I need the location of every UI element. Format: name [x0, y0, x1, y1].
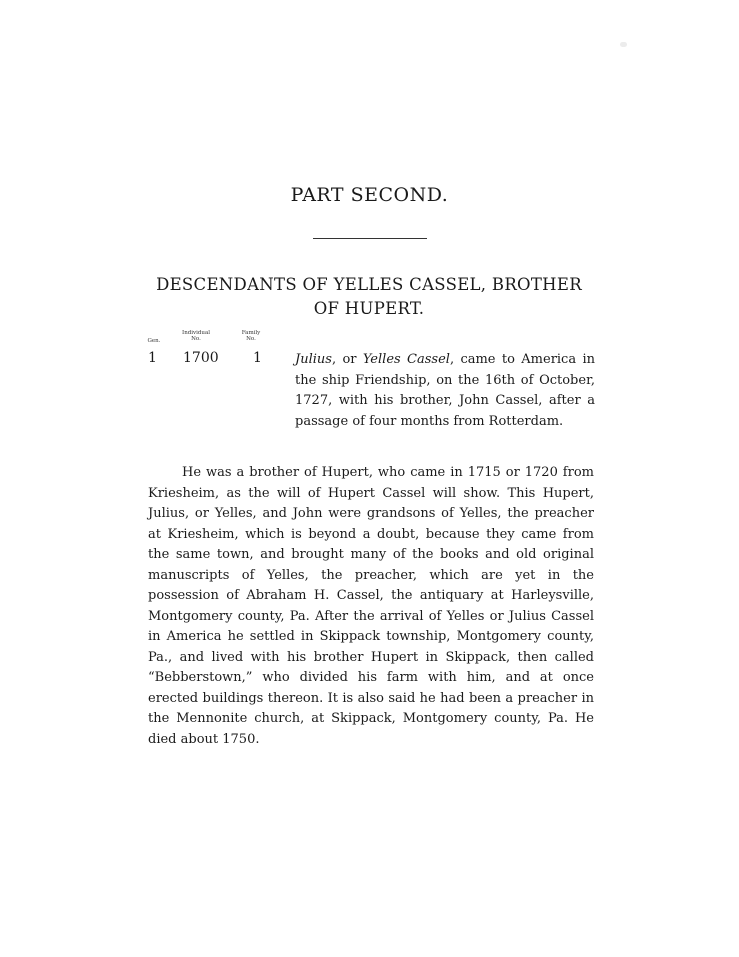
header-family-no: Family No.: [241, 330, 261, 342]
entry-name-julius: Julius: [295, 352, 332, 367]
entry-individual-no: 1700: [183, 350, 219, 366]
entry-name-yelles: Yelles Cassel: [362, 352, 450, 367]
entry-generation: 1: [148, 350, 157, 366]
scan-speck: [620, 42, 627, 47]
entry-family-no: 1: [253, 350, 262, 366]
body-paragraph: He was a brother of Hupert, who came in 1715 or 1720 from Kriesheim, as the will of Hupert Cassel will show. This Hupert, Julius, or Yelles, and John were grandsons of Yelles, the preacher at Kriesheim, which is beyond a doubt, because they came from the same town, and brought many of the books and old original manuscripts of Yelles, the preacher, which are yet in the possession of Abraham H. Cassel, the antiquary at Harleysville, Montgomery county, Pa. After the arrival of Yelles or Julius Cassel in America he settled in Skippack township, Montgomery county, Pa., and lived with his brother Hupert in Skippack, then called “Bebberstown,” who divided his farm with him, and at once erected buildings thereon. It is also said he had been a preacher in the Mennonite church, at Skippack, Montgomery county, Pa. He died about 1750.: [148, 465, 594, 747]
section-title: DESCENDANTS OF YELLES CASSEL, BROTHER OF HUPERT.: [156, 275, 582, 318]
header-generation: Gen.: [147, 338, 161, 344]
entry-connector: , or: [331, 352, 363, 367]
entry-text: [295, 350, 595, 432]
entry-description: , came to America in the ship Friendship, on the 16th of October, 1727, with his brother, John Cassel, after a passage of four months from Rotterdam.: [295, 352, 595, 429]
header-individual-no: Individual No.: [182, 330, 210, 342]
part-title: PART SECOND.: [290, 184, 449, 206]
title-divider: [313, 238, 427, 239]
